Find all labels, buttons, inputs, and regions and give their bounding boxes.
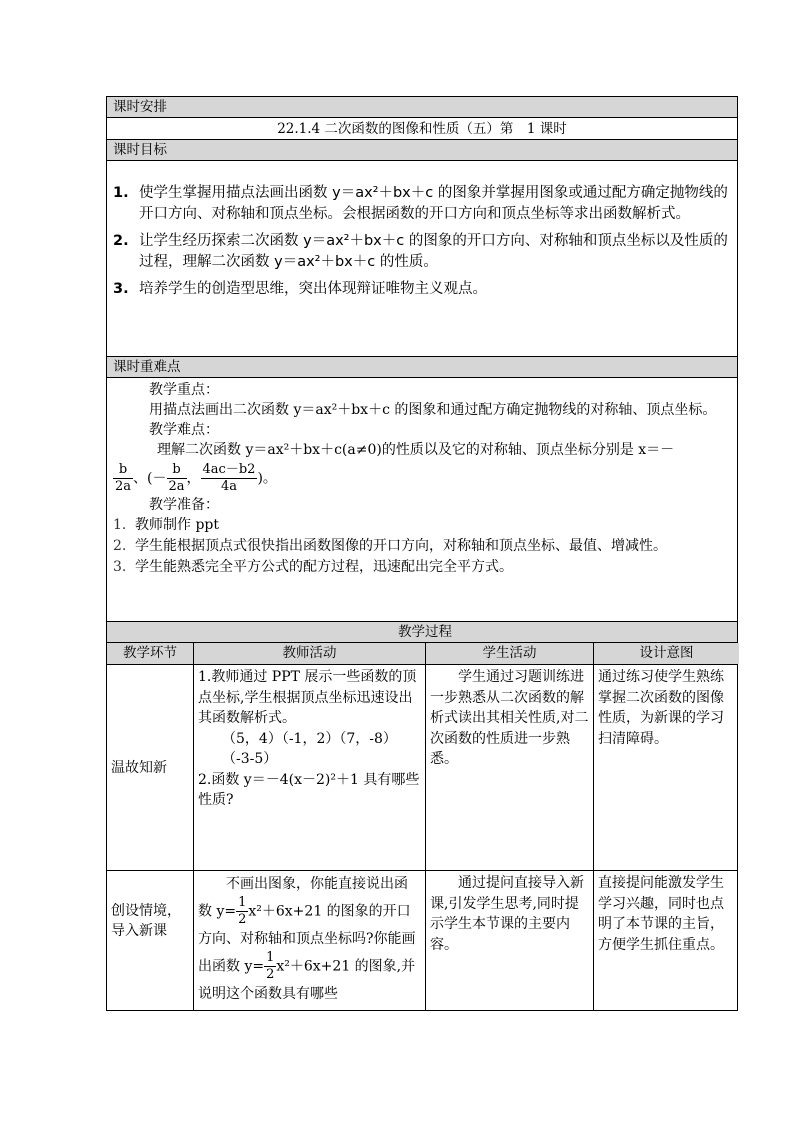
goal-item: 1. 使学生掌握用描点法画出函数 y＝ax²＋bx＋c 的图象并掌握用图象或通过配方确定抛物线的开口方向、对称轴和顶点坐标。会根据函数的开口方向和顶点坐标等求出函数解析式。 <box>113 185 728 222</box>
keypoints-section <box>107 378 737 622</box>
prep-list <box>113 515 731 578</box>
goal-item: 2. 让学生经历探索二次函数 y＝ax²＋bx＋c 的图象的开口方向、对称轴和顶点坐标以及性质的过程，理解二次函数 y＝ax²＋bx＋c 的性质。 <box>113 233 728 270</box>
fraction: $\frac{1}{2}$ <box>266 950 275 982</box>
intent-cell: 通过练习使学生熟练掌握二次函数的图像性质，为新课的学习扫清障碍。 <box>598 669 724 747</box>
process-row <box>107 665 737 871</box>
column-header: 设计意图 <box>594 643 739 664</box>
difficulty-text: 理解二次函数 y＝ax²＋bx＋c(a≠0)的性质以及它的对称轴、顶点坐标分别是 x＝－ <box>157 442 675 458</box>
difficulty-formula: $\frac{b}{2a}$ 、(－ $\frac{b}{2a}$ ， $\frac{4ac-b2}{4a}$ )。 <box>115 462 277 494</box>
goals-header: 课时目标 <box>107 140 737 161</box>
process-header: 教学过程 <box>107 622 737 643</box>
prep-label: 教学准备： <box>149 497 219 513</box>
student-cell: 通过提问直接导入新课,引发学生思考,同时提示学生本节课的主要内容。 <box>426 871 594 1010</box>
keypoints-header: 课时重难点 <box>107 357 737 378</box>
difficulty-label: 教学难点： <box>149 422 219 438</box>
prep-item: 2. 学生能根据顶点式很快指出函数图像的开口方向，对称轴和顶点坐标、最值、增减性。 <box>113 538 667 554</box>
prep-item: 3. 学生能熟悉完全平方公式的配方过程，迅速配出完全平方式。 <box>113 559 513 575</box>
prep-item: 1. 教师制作 ppt <box>113 517 219 533</box>
process-column-headers <box>107 643 737 665</box>
teacher-cell: 不画出图象，你能直接说出函数 y= $\frac{1}{2}$ x²＋6x+21 的图象的开口方向、对称轴和顶点坐标吗?你能画出函数 y= $\frac{1}{2}$ x²＋6x+21 的图象,并说明这个函数具有哪些 <box>194 871 426 1010</box>
stage-cell: 温故知新 <box>107 665 194 870</box>
student-cell: 学生通过习题训练进一步熟悉从二次函数的解析式读出其相关性质,对二次函数的性质进一步熟悉。 <box>426 665 594 870</box>
process-row <box>107 871 737 1010</box>
focus-label: 教学重点： <box>149 382 219 398</box>
fraction: $\frac{b}{2a}$ <box>168 462 185 494</box>
goals-section <box>107 161 737 357</box>
focus-text: 用描点法画出二次函数 y＝ax²＋bx＋c 的图象和通过配方确定抛物线的对称轴、顶点坐标。 <box>149 402 717 418</box>
stage-cell: 创设情境，导入新课 <box>107 871 194 1010</box>
column-header: 学生活动 <box>426 643 594 664</box>
fraction: $\frac{b}{2a}$ <box>115 462 132 494</box>
intent-cell: 直接提问能激发学生学习兴趣，同时也点明了本节课的主旨，方便学生抓住重点。 <box>598 875 724 953</box>
lesson-title: 22.1.4 二次函数的图像和性质（五）第 1 课时 <box>107 118 737 140</box>
fraction: $\frac{1}{2}$ <box>238 895 247 927</box>
teacher-cell: 1.教师通过 PPT 展示一些函数的顶点坐标,学生根据顶点坐标迅速设出其函数解析式。 （5，4）（-1，2）（7，-8）（-3-5） 2.函数 y＝－4(x－2)²＋1 具有哪些性质? <box>194 665 426 870</box>
goal-item: 3. 培养学生的创造型思维，突出体现辩证唯物主义观点。 <box>113 281 487 297</box>
fraction: $\frac{4ac-b2}{4a}$ <box>202 462 256 494</box>
column-header: 教学环节 <box>107 643 194 664</box>
lesson-plan-table <box>106 96 738 1011</box>
column-header: 教师活动 <box>194 643 426 664</box>
schedule-header: 课时安排 <box>107 97 737 118</box>
